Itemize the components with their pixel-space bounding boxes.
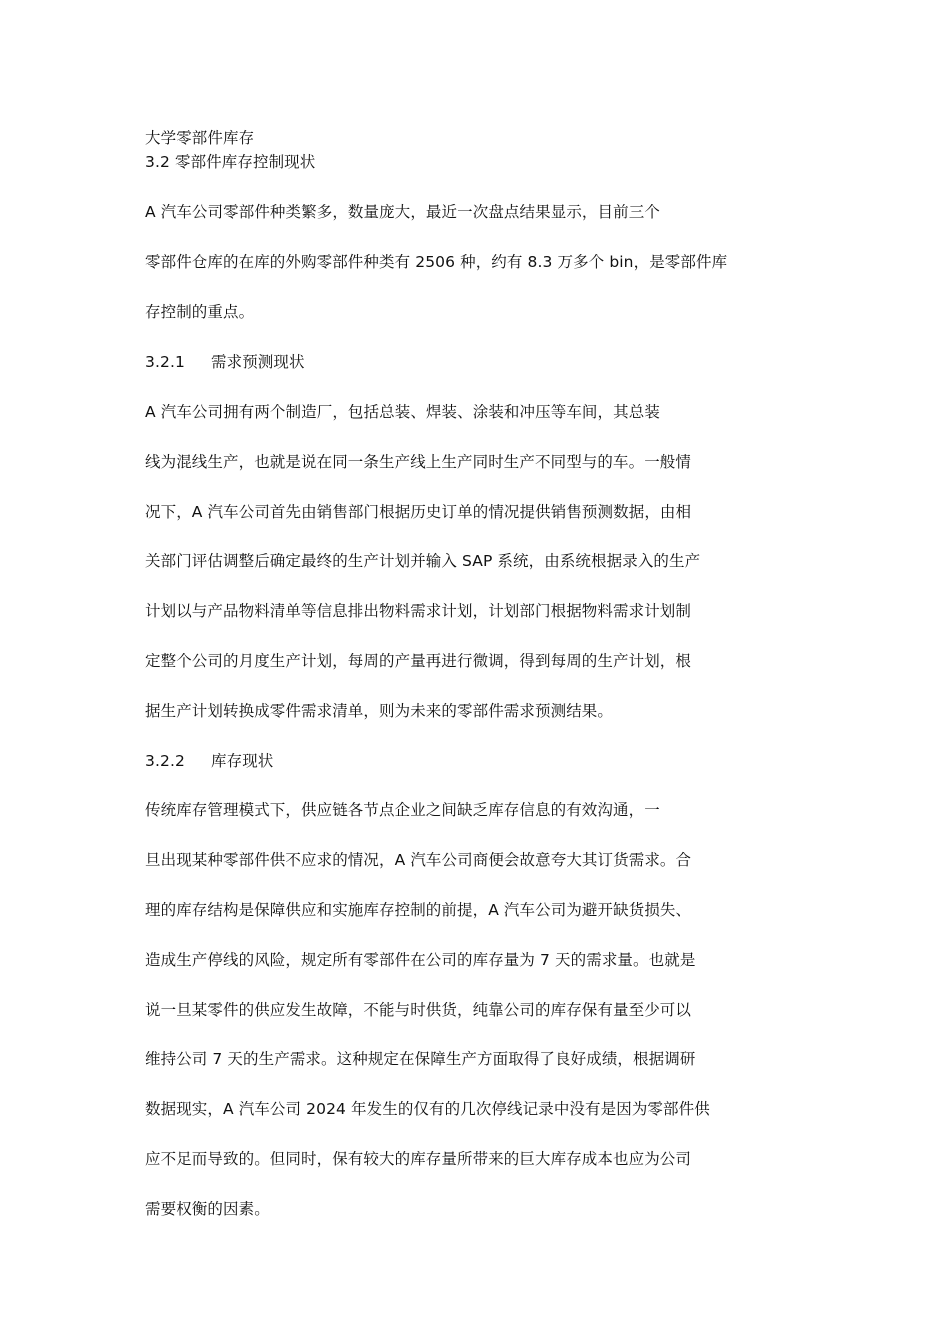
section-number: 3.2.2 [145,752,185,770]
paragraph-line: 维持公司 7 天的生产需求。这种规定在保障生产方面取得了良好成绩，根据调研 [145,1050,696,1068]
paragraph-line: A 汽车公司拥有两个制造厂，包括总装、焊装、涂装和冲压等车间，其总装 [145,403,660,421]
paragraph-line: 旦出现某种零部件供不应求的情况，A 汽车公司商便会故意夸大其订货需求。合 [145,851,692,869]
section-heading-3-2-1 [145,352,305,372]
paragraph-line: 造成生产停线的风险，规定所有零部件在公司的库存量为 7 天的需求量。也就是 [145,951,696,969]
paragraph-line: 存控制的重点。 [145,303,255,321]
paragraph-line: 线为混线生产，也就是说在同一条生产线上生产同时生产不同型与的车。一般情 [145,453,692,471]
paragraph-line: 传统库存管理模式下，供应链各节点企业之间缺乏库存信息的有效沟通，一 [145,801,660,819]
paragraph-line: 关部门评估调整后确定最终的生产计划并输入 SAP 系统，由系统根据录入的生产 [145,552,701,570]
paragraph-line: 应不足而导致的。但同时，保有较大的库存量所带来的巨大库存成本也应为公司 [145,1150,692,1168]
paragraph-line: 理的库存结构是保障供应和实施库存控制的前提，A 汽车公司为避开缺货损失、 [145,901,692,919]
paragraph-line: 况下，A 汽车公司首先由销售部门根据历史订单的情况提供销售预测数据，由相 [145,503,692,521]
document-title: 大学零部件库存 [145,129,255,147]
section-title: 需求预测现状 [211,353,305,371]
paragraph-line: 计划以与产品物料清单等信息排出物料需求计划，计划部门根据物料需求计划制 [145,602,692,620]
paragraph-line: 零部件仓库的在库的外购零部件种类有 2506 种，约有 8.3 万多个 bin，是零部件库 [145,253,728,271]
section-title: 库存现状 [211,752,274,770]
paragraph-line: 定整个公司的月度生产计划，每周的产量再进行微调，得到每周的生产计划，根 [145,652,692,670]
section-number: 3.2.1 [145,353,185,371]
section-heading-3-2-2 [145,751,273,771]
paragraph-line: A 汽车公司零部件种类繁多，数量庞大，最近一次盘点结果显示，目前三个 [145,203,660,221]
paragraph-line: 数据现实，A 汽车公司 2024 年发生的仅有的几次停线记录中没有是因为零部件供 [145,1100,710,1118]
section-heading-3-2: 3.2 零部件库存控制现状 [145,153,316,171]
paragraph-line: 说一旦某零件的供应发生故障，不能与时供货，纯靠公司的库存保有量至少可以 [145,1001,692,1019]
paragraph-line: 需要权衡的因素。 [145,1200,270,1218]
paragraph-line: 据生产计划转换成零件需求清单，则为未来的零部件需求预测结果。 [145,702,614,720]
